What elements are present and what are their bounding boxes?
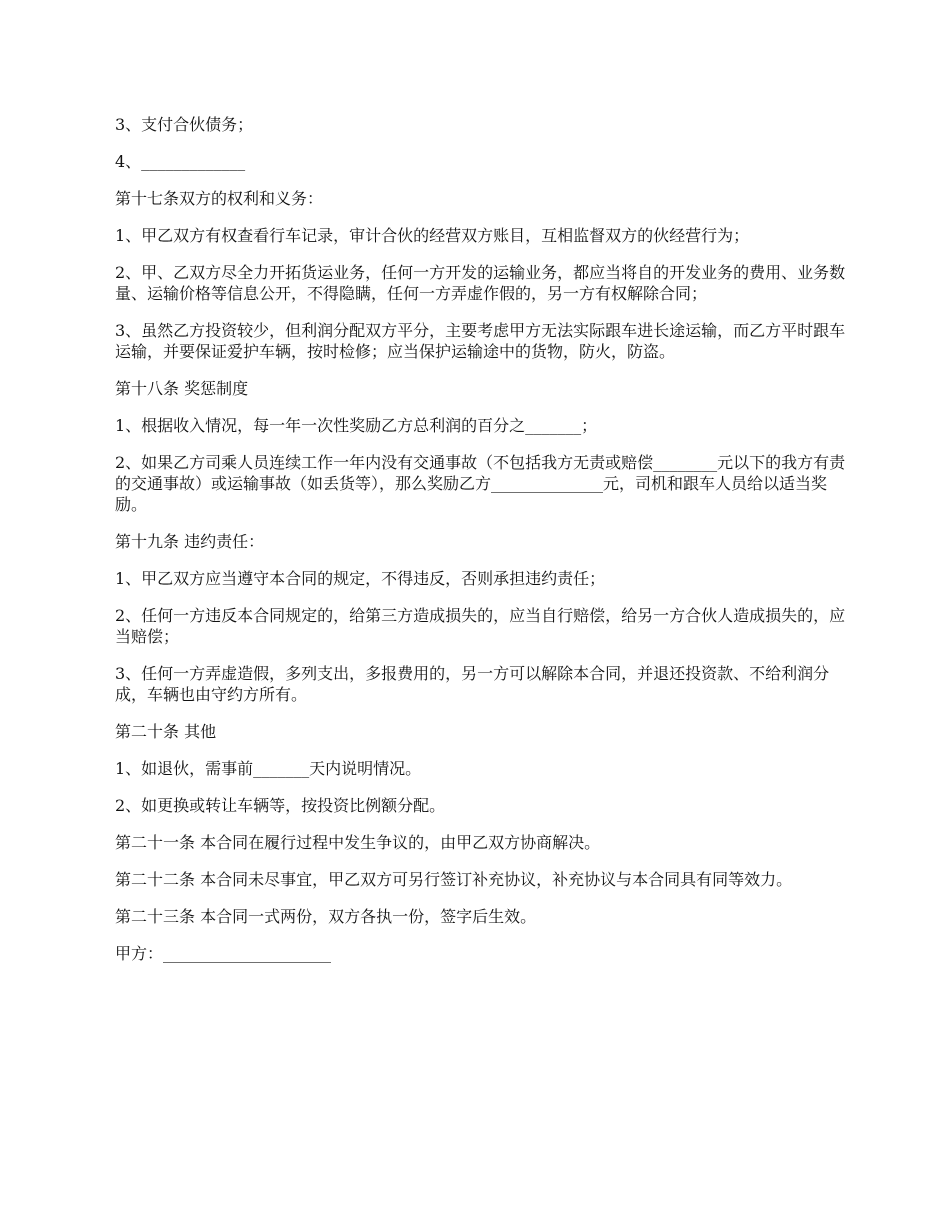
paragraph-article-20-item-1: 1、如退伙，需事前_______天内说明情况。 (115, 759, 422, 778)
paragraph-article-17-item-3: 3、虽然乙方投资较少，但利润分配双方平分，主要考虑甲方无法实际跟车进长途运输，而乙方平时跟车运输，并要保证爱护车辆，按时检修；应当保护运输途中的货物，防火，防盗。 (115, 321, 846, 361)
paragraph-article-18-item-2: 2、如果乙方司乘人员连续工作一年内没有交通事故（不包括我方无责或赔偿________元以下的我方有责的交通事故）或运输事故（如丢货等），那么奖励乙方______________元，司机和跟车人员给以适当奖励。 (115, 453, 846, 514)
paragraph-article-19-item-2: 2、任何一方违反本合同规定的，给第三方造成损失的，应当自行赔偿，给另一方合伙人造成损失的，应当赔偿； (115, 606, 846, 646)
document-body (115, 114, 855, 980)
paragraph-article-20-item-2: 2、如更换或转让车辆等，按投资比例额分配。 (115, 796, 446, 815)
paragraph-article-21: 第二十一条 本合同在履行过程中发生争议的，由甲乙双方协商解决。 (115, 833, 601, 852)
paragraph-article-17-item-1: 1、甲乙双方有权查看行车记录，审计合伙的经营双方账目，互相监督双方的伙经营行为； (115, 226, 750, 245)
paragraph-article-18-item-1: 1、根据收入情况，每一年一次性奖励乙方总利润的百分之_______； (115, 416, 598, 435)
paragraph-article-23: 第二十三条 本合同一式两份，双方各执一份，签字后生效。 (115, 907, 537, 926)
paragraph-clause-16-item-4: 4、_____________ (115, 152, 246, 171)
paragraph-article-19-item-1: 1、甲乙双方应当遵守本合同的规定，不得违反，否则承担违约责任； (115, 569, 606, 588)
heading-article-18: 第十八条 奖惩制度 (115, 379, 249, 398)
paragraph-article-19-item-3: 3、任何一方弄虚造假，多列支出，多报费用的，另一方可以解除本合同，并退还投资款、不给利润分成，车辆也由守约方所有。 (115, 664, 830, 704)
paragraph-clause-16-item-3: 3、支付合伙债务； (115, 115, 254, 134)
paragraph-article-17-item-2: 2、甲、乙双方尽全力开拓货运业务，任何一方开发的运输业务，都应当将自的开发业务的费用、业务数量、运输价格等信息公开，不得隐瞒，任何一方弄虚作假的，另一方有权解除合同； (115, 263, 846, 303)
heading-article-20: 第二十条 其他 (115, 722, 217, 741)
signature-party-a: 甲方：_____________________ (115, 944, 332, 963)
heading-article-19: 第十九条 违约责任： (115, 532, 265, 551)
paragraph-article-22: 第二十二条 本合同未尽事宜，甲乙双方可另行签订补充协议，补充协议与本合同具有同等效力。 (115, 870, 793, 889)
heading-article-17: 第十七条双方的权利和义务： (115, 189, 324, 208)
